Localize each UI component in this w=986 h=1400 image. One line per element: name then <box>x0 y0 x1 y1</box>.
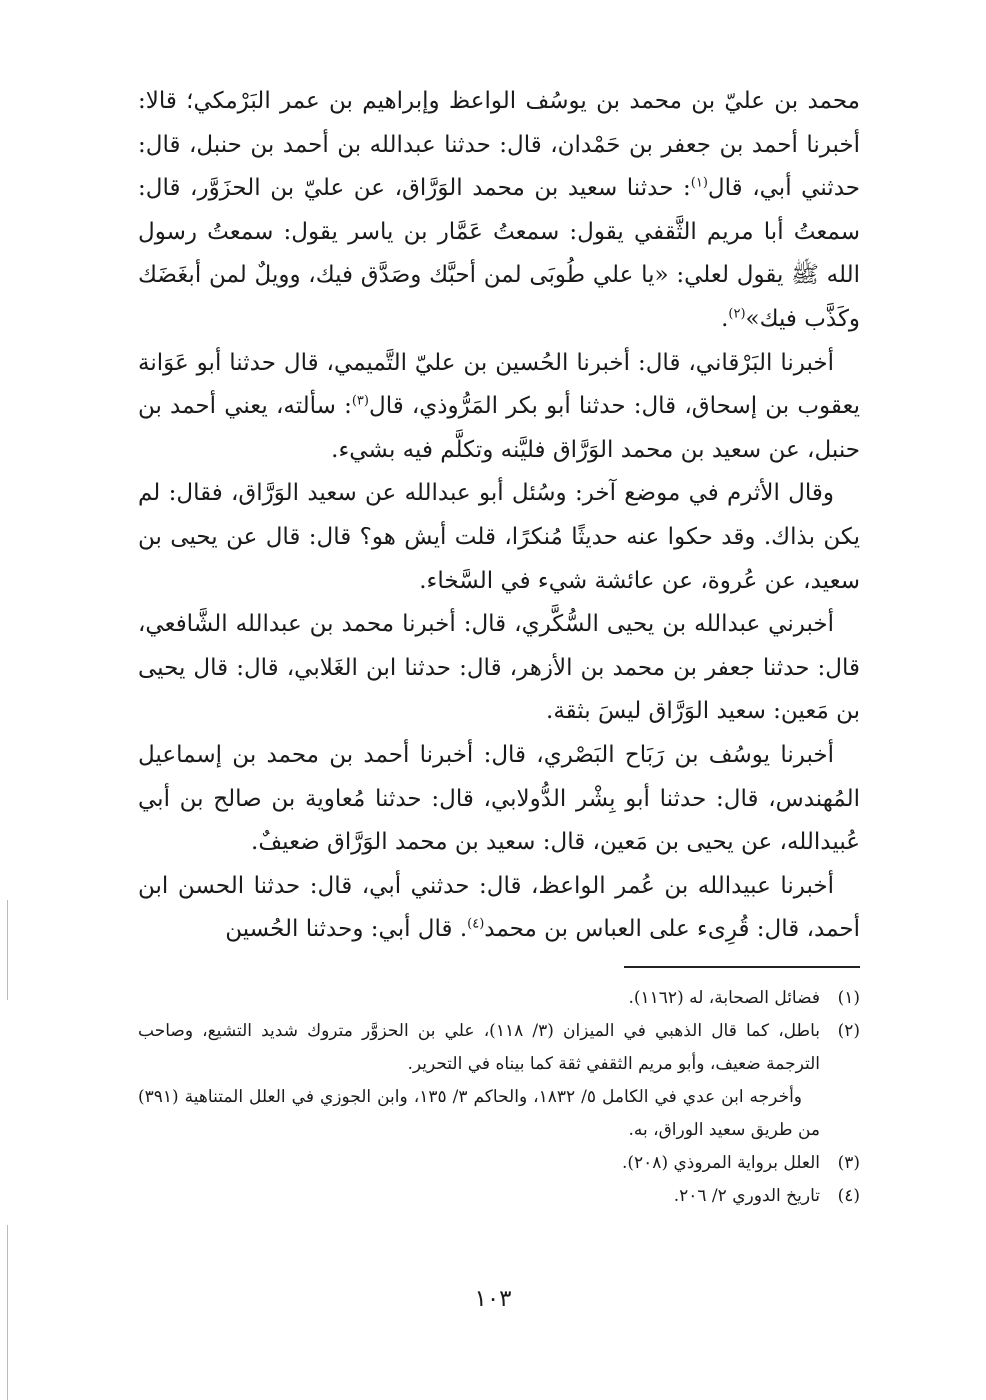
footnote-ref-3: (٣) <box>351 393 369 409</box>
footnote-3 <box>138 1147 860 1180</box>
scan-margin-line <box>7 1225 8 1400</box>
footnote-number: (١) <box>837 988 860 1008</box>
footnote-number: (٢) <box>837 1021 860 1041</box>
paragraph-5: أخبرنا يوسُف بن رَبَاح البَصْري، قال: أخبرنا أحمد بن محمد بن إسماعيل المُهندس، قال: حدثنا أبو بِشْر الدُّولابي، قال: حدثنا مُعاوية بن صالح بن أبي عُبيدالله، عن يحيى بن مَعين، قال: سعيد بن محمد الوَرَّاق ضعيفٌ. <box>138 741 860 856</box>
footnote-number: (٤) <box>837 1186 860 1206</box>
page-number: ١٠٣ <box>474 1286 512 1312</box>
paragraph-6: أخبرنا عبيدالله بن عُمر الواعظ، قال: حدثني أبي، قال: حدثنا الحسن ابن أحمد، قال: قُرِىء على العباس بن محمد$^{(٤)}$. قال أبي: وحدثنا الحُسين <box>138 872 860 943</box>
paragraph-1: محمد بن عليّ بن محمد بن يوسُف الواعظ وإبراهيم بن عمر البَرْمكي؛ قالا: أخبرنا أحمد بن جعفر بن حَمْدان، قال: حدثنا عبدالله بن أحمد بن حنبل، قال: حدثني أبي، قال$^{(١)}$: حدثنا سعيد بن محمد الوَرَّاق، عن عليّ بن الحزَوَّر، قال: سمعتُ أبا مريم الثَّقفي يقول: سمعتُ عَمَّار بن ياسر يقول: سمعتُ رسول الله ﷺ يقول لعلي: «يا علي طُوبَى لمن أحبَّك وصَدَّق فيك، وويلٌ لمن أبغَضَك وكَذَّب فيك»$^{(٢)}$. <box>138 88 860 332</box>
footnote-4 <box>138 1180 860 1213</box>
footnote-text: تاريخ الدوري ٢/ ٢٠٦. <box>673 1186 820 1206</box>
paragraph-2: أخبرنا البَرْقاني، قال: أخبرنا الحُسين بن عليّ التَّميمي، قال حدثنا أبو عَوَانة يعقوب بن إسحاق، قال: حدثنا أبو بكر المَرُّوذي، قال$^{(٣)}$: سألته، يعني أحمد بن حنبل، عن سعيد بن محمد الوَرَّاق فليَّنه وتكلَّم فيه بشيء. <box>138 349 860 463</box>
footnote-2 <box>138 1015 860 1081</box>
footnote-2-continuation: وأخرجه ابن عدي في الكامل ٥/ ١٨٣٢، والحاكم ٣/ ١٣٥، وابن الجوزي في العلل المتناهية (٣٩١) من طريق سعيد الوراق، به. <box>138 1087 820 1140</box>
footnote-ref-1: (١) <box>690 175 708 191</box>
paragraph-4: أخبرني عبدالله بن يحيى السُّكَّري، قال: أخبرنا محمد بن عبدالله الشَّافعي، قال: حدثنا جعفر بن محمد بن الأزهر، قال: حدثنا ابن الغَلابي، قال: قال يحيى بن مَعين: سعيد الوَرَّاق ليسَ بثقة. <box>138 611 860 725</box>
footnote-text: فضائل الصحابة، له (١١٦٢). <box>628 988 820 1008</box>
footnote-1 <box>138 982 860 1015</box>
footnotes <box>138 982 860 1213</box>
footnote-ref-2: (٢) <box>728 306 746 322</box>
footnote-text: باطل، كما قال الذهبي في الميزان (٣/ ١١٨)، علي بن الحزوَّر متروك شديد التشيع، وصاحب الترجمة ضعيف، وأبو مريم الثقفي ثقة كما بيناه في التحرير. <box>138 1021 820 1074</box>
footnote-separator <box>624 966 860 968</box>
paragraph-3: وقال الأثرم في موضع آخر: وسُئل أبو عبدالله عن سعيد الوَرَّاق، فقال: لم يكن بذاك. وقد حكوا عنه حديثًا مُنكرًا، قلت أيش هو؟ قال: قال عن يحيى بن سعيد، عن عُروة، عن عائشة شيء في السَّخاء. <box>138 480 860 594</box>
footnote-text: العلل برواية المروذي (٢٠٨). <box>622 1153 820 1173</box>
scan-margin-line <box>7 900 8 1000</box>
footnote-number: (٣) <box>837 1153 860 1173</box>
footnote-ref-4: (٤) <box>467 916 485 932</box>
main-text <box>138 80 860 952</box>
